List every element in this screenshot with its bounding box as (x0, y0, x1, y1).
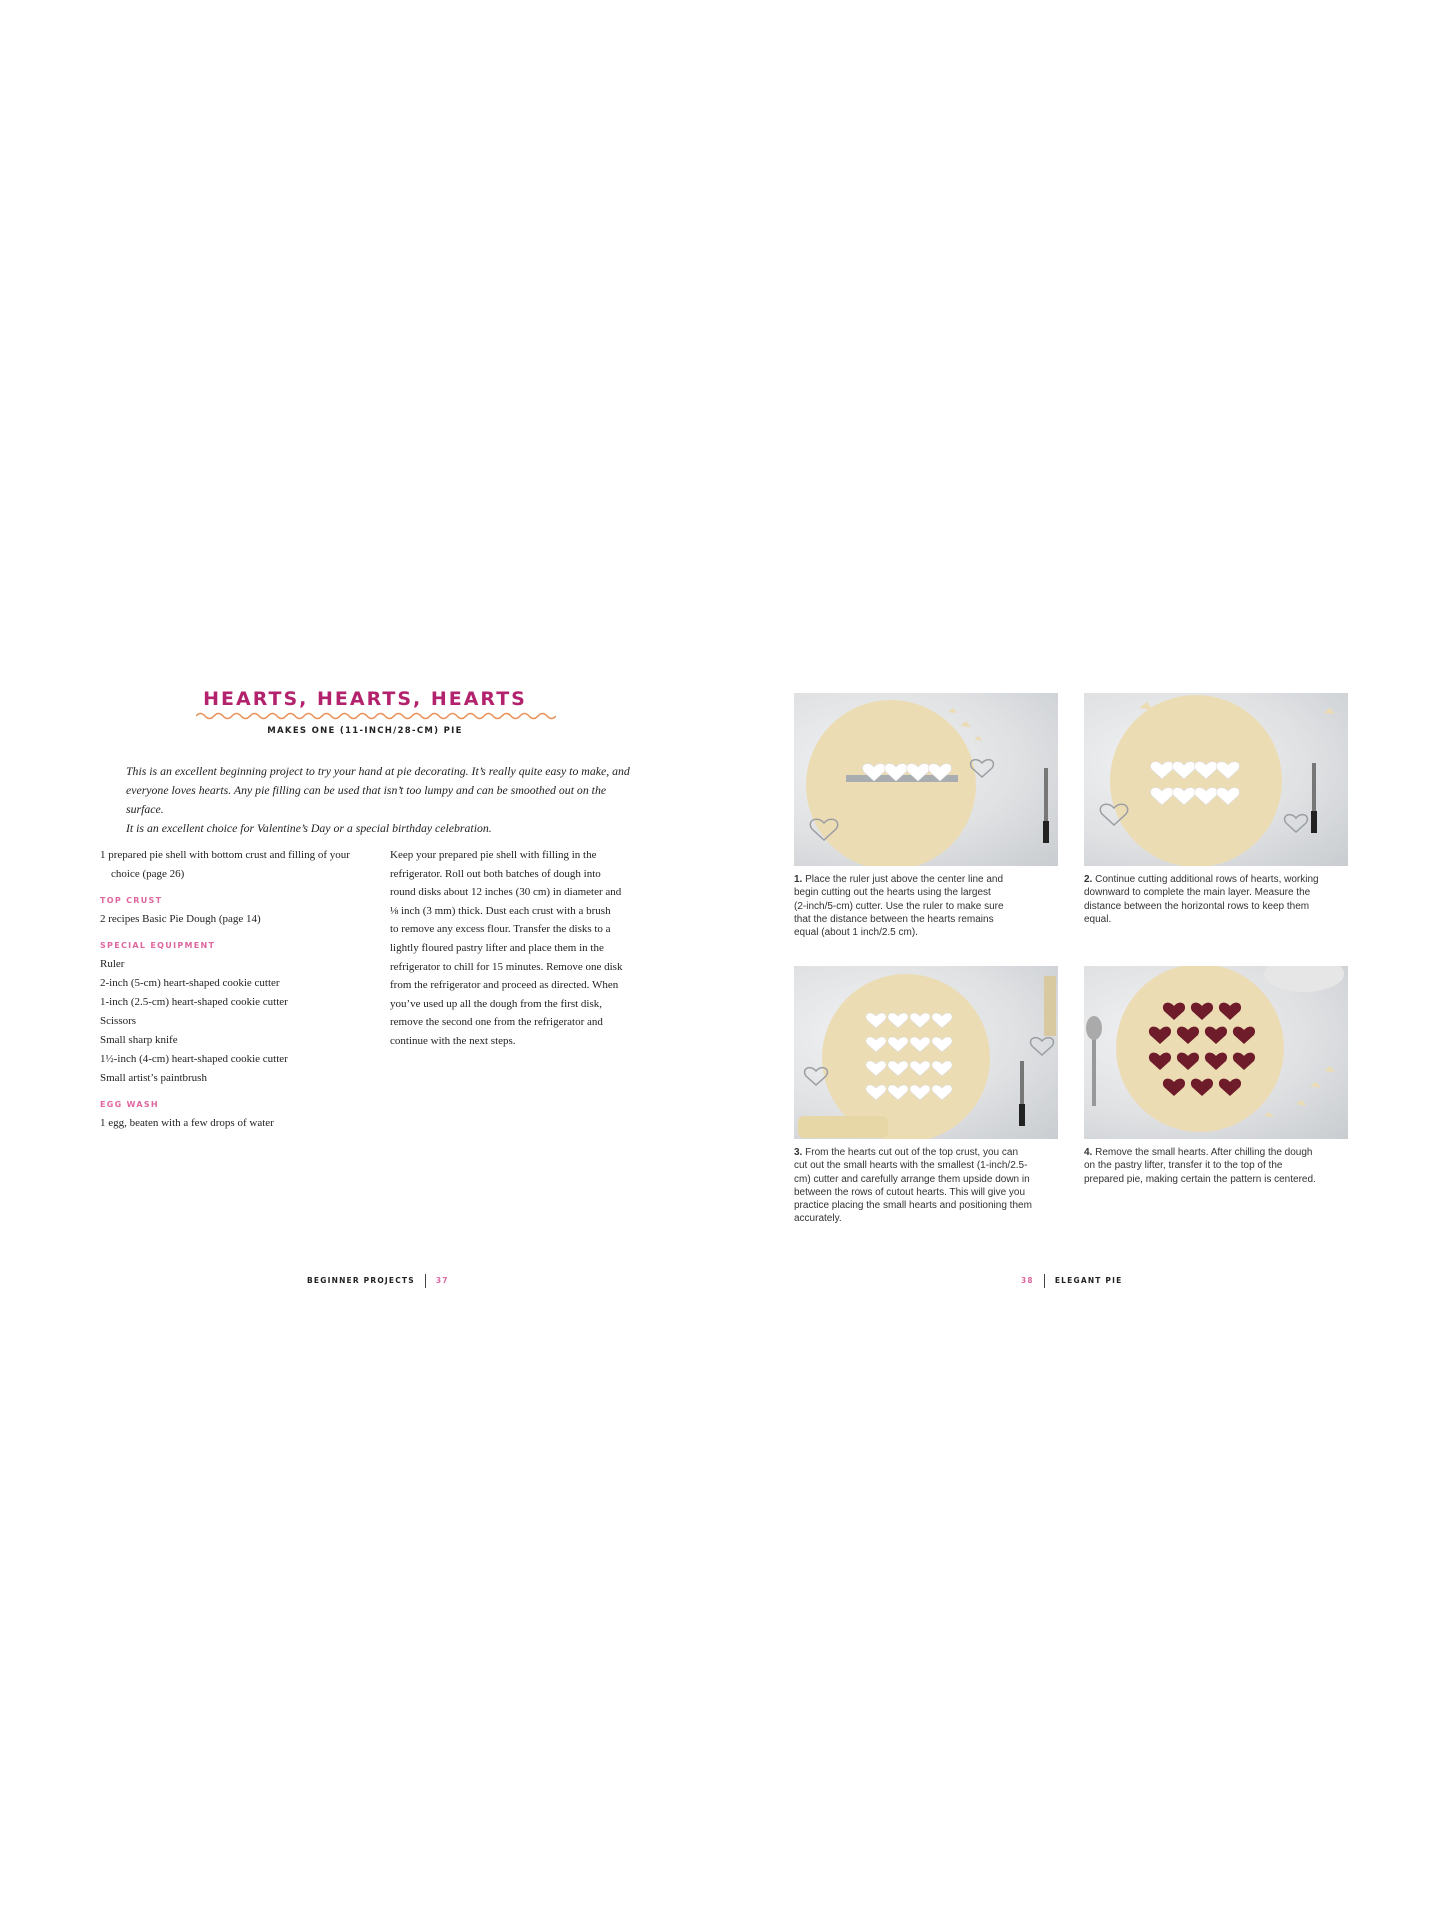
intro-line: This is an excellent beginning project to try your hand at pie decorating. It’s really quite easy to make, and (126, 764, 630, 778)
method-line: refrigerator to chill for 15 minutes. Remove one disk (390, 960, 623, 973)
caption-line (794, 1146, 1064, 1159)
caption-line: prepared pie, making certain the pattern is centered. (1084, 1173, 1316, 1185)
step-2-caption (1084, 873, 1354, 926)
caption-text: From the hearts cut out of the top crust, you can (805, 1147, 1019, 1158)
caption-line: on the pastry lifter, transfer it to the top of the (1084, 1160, 1283, 1172)
step-number: 3. (794, 1147, 803, 1158)
step-4-photo (1084, 966, 1348, 1139)
caption-line (1084, 1146, 1354, 1159)
method-line: refrigerator. Roll out both batches of dough into (390, 867, 601, 880)
method-line: remove the second one from the refrigerator and (390, 1016, 603, 1029)
equipment-item: Small sharp knife (100, 1034, 178, 1046)
folio-divider (425, 1274, 426, 1288)
ingredient-base: 1 prepared pie shell with bottom crust and filling of your choice (page 26) (100, 849, 350, 880)
folio-left (307, 1274, 449, 1288)
step-number: 1. (794, 874, 803, 885)
method-line: ⅛ inch (3 mm) thick. Dust each crust with a brush (390, 904, 611, 917)
caption-line: equal. (1084, 913, 1112, 925)
recipe-yield: MAKES ONE (11-INCH/28-CM) PIE (267, 726, 463, 736)
egg-wash-heading: EGG WASH (100, 1100, 159, 1109)
squiggle-underline (196, 711, 556, 721)
step-number: 4. (1084, 1147, 1093, 1158)
caption-line (794, 873, 1064, 886)
step-number: 2. (1084, 874, 1093, 885)
step-4-caption (1084, 1146, 1354, 1186)
step-1-photo (794, 693, 1058, 866)
equipment-item: 2-inch (5-cm) heart-shaped cookie cutter (100, 977, 280, 989)
equipment-item: 1-inch (2.5-cm) heart-shaped cookie cutter (100, 996, 288, 1008)
ingredients-list (100, 846, 365, 1133)
caption-line: downward to complete the main layer. Measure the (1084, 887, 1311, 899)
equipment-item: 1½-inch (4-cm) heart-shaped cookie cutter (100, 1053, 288, 1065)
method-line: from the refrigerator and proceed as directed. When (390, 979, 619, 992)
folio-page-number: 38 (1021, 1276, 1034, 1285)
step-1-caption (794, 873, 1064, 939)
intro-line: everyone loves hearts. Any pie filling can be used that isn’t too lumpy and can be smoothed out on the surface. (126, 783, 607, 816)
method-line: round disks about 12 inches (30 cm) in diameter and (390, 886, 622, 899)
top-crust-heading: TOP CRUST (100, 896, 163, 905)
caption-line (1084, 873, 1354, 886)
caption-line: that the distance between the hearts remains (794, 913, 994, 925)
recipe-title: HEARTS, HEARTS, HEARTS (203, 688, 527, 710)
equipment-item: Small artist’s paintbrush (100, 1072, 207, 1084)
caption-text: Remove the small hearts. After chilling the dough (1095, 1147, 1313, 1158)
equipment-item: Ruler (100, 958, 125, 970)
folio-section: BEGINNER PROJECTS (307, 1276, 415, 1285)
method-line: lightly floured pastry lifter and place them in the (390, 941, 604, 954)
method-line: you’ve used up all the dough from the first disk, (390, 997, 603, 1010)
caption-line: (2-inch/5-cm) cutter. Use the ruler to make sure (794, 900, 1004, 912)
caption-text: Continue cutting additional rows of hearts, working (1095, 874, 1319, 885)
ingredient-egg-wash: 1 egg, beaten with a few drops of water (100, 1117, 274, 1129)
method-line: Keep your prepared pie shell with filling in the (390, 849, 597, 861)
caption-line: between the rows of cutout hearts. This will give you (794, 1186, 1026, 1198)
caption-text: Place the ruler just above the center line and (805, 874, 1004, 885)
caption-line: cm) cutter and carefully arrange them upside down in (794, 1173, 1030, 1185)
method-text (390, 846, 660, 1051)
equipment-item: Scissors (100, 1015, 137, 1027)
caption-line: begin cutting out the hearts using the largest (794, 887, 991, 899)
caption-line: cut out the small hearts with the smallest (1-inch/2.5- (794, 1160, 1028, 1172)
caption-line: equal (about 1 inch/2.5 cm). (794, 927, 918, 939)
folio-page-number: 37 (435, 1276, 449, 1285)
caption-line: accurately. (794, 1213, 842, 1225)
folio-right (1021, 1274, 1122, 1288)
folio-section: ELEGANT PIE (1054, 1276, 1123, 1285)
step-2-photo (1084, 693, 1348, 866)
folio-divider (1044, 1274, 1045, 1288)
equipment-heading: SPECIAL EQUIPMENT (100, 941, 216, 950)
method-line: to remove any excess flour. Transfer the disks to a (390, 923, 611, 936)
caption-line: distance between the horizontal rows to keep them (1084, 900, 1310, 912)
caption-line: practice placing the small hearts and positioning them (794, 1200, 1032, 1212)
ingredient-top-crust: 2 recipes Basic Pie Dough (page 14) (100, 913, 261, 925)
step-3-caption (794, 1146, 1064, 1226)
intro-line: It is an excellent choice for Valentine’s Day or a special birthday celebration. (126, 821, 492, 835)
step-3-photo (794, 966, 1058, 1139)
method-line: continue with the next steps. (390, 1034, 516, 1047)
recipe-intro (126, 762, 646, 838)
